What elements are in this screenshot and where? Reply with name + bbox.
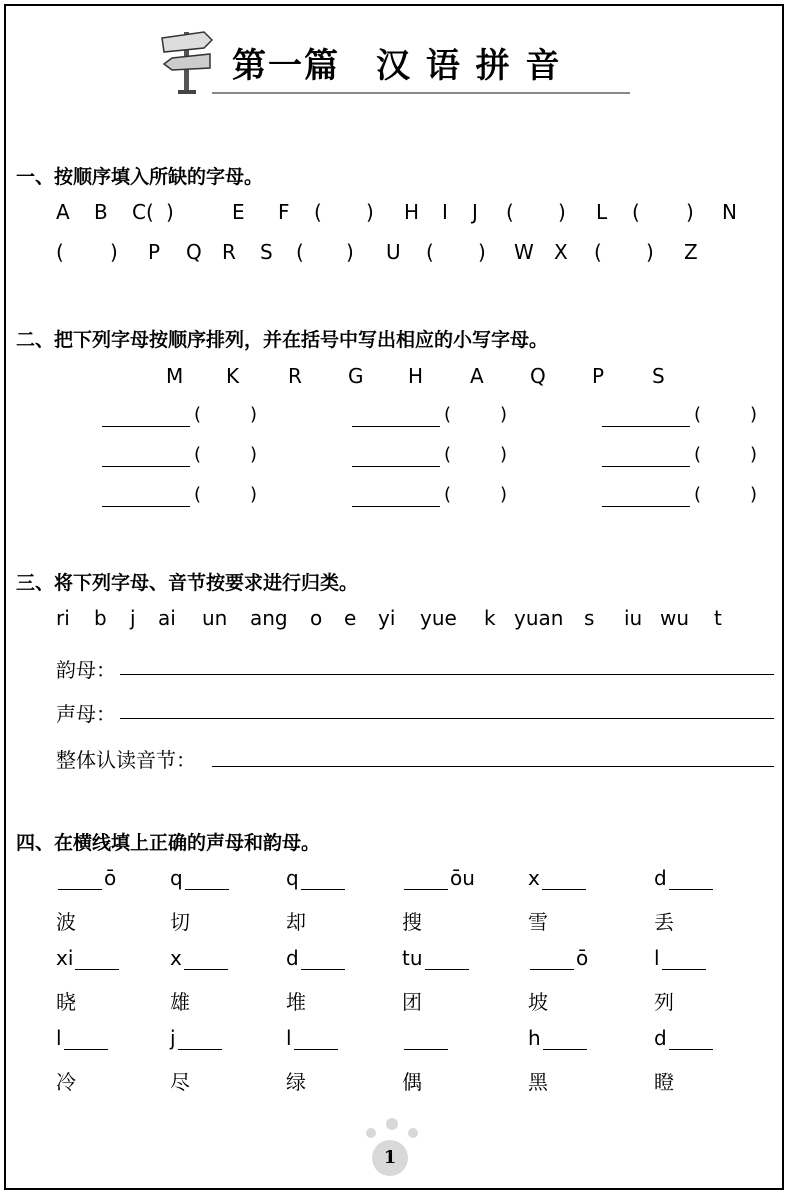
q2-paren-open: ( xyxy=(444,444,452,465)
q2-paren-open: ( xyxy=(694,404,702,425)
q2-paren-close: ) xyxy=(250,444,258,465)
q2-order-blank[interactable] xyxy=(352,506,440,507)
q1-row2-token: S xyxy=(260,240,273,264)
q2-paren-open: ( xyxy=(194,404,202,425)
q3-item: s xyxy=(584,606,595,630)
q3-item: un xyxy=(202,606,228,630)
q2-paren-open: ( xyxy=(694,444,702,465)
q1-row1-token: A xyxy=(56,200,70,224)
q1-row2-token: Q xyxy=(186,240,202,264)
q4-pinyin-cell xyxy=(286,1026,340,1050)
q4-prefix: j xyxy=(170,1026,176,1050)
q4-hanzi: 雪 xyxy=(528,910,548,934)
q1-row2-token: R xyxy=(222,240,236,264)
q4-pinyin-cell xyxy=(170,1026,224,1050)
question-1-title: 一、按顺序填入所缺的字母。 xyxy=(16,166,264,188)
q4-blank[interactable] xyxy=(64,1029,108,1050)
q3-item: iu xyxy=(624,606,643,630)
q1-row1-token: ) xyxy=(166,200,174,224)
q1-row2-token: ) xyxy=(646,240,654,264)
q1-row1-token: H xyxy=(404,200,420,224)
q1-row2-token: ( xyxy=(56,240,64,264)
q4-prefix: l xyxy=(56,1026,62,1050)
q4-pinyin-cell xyxy=(286,866,347,890)
q2-letter: M xyxy=(166,364,184,388)
q4-blank[interactable] xyxy=(301,869,345,890)
q2-paren-close: ) xyxy=(750,444,758,465)
paw-dot xyxy=(408,1128,418,1138)
q4-pinyin-cell xyxy=(56,1026,110,1050)
q1-row1-token: I xyxy=(442,200,448,224)
q2-paren-open: ( xyxy=(444,404,452,425)
shengmu-answer-line[interactable] xyxy=(120,718,774,719)
q4-blank[interactable] xyxy=(404,1029,448,1050)
q4-prefix: h xyxy=(528,1026,541,1050)
q2-order-blank[interactable] xyxy=(352,426,440,427)
q4-hanzi: 搜 xyxy=(402,910,422,934)
q4-hanzi: 堆 xyxy=(286,990,306,1014)
q4-pinyin-cell xyxy=(56,866,116,890)
q1-row2-token: ) xyxy=(478,240,486,264)
q2-letter: Q xyxy=(530,364,546,388)
q4-prefix: tu xyxy=(402,946,423,970)
q4-blank[interactable] xyxy=(178,1029,222,1050)
q1-row1-token: ) xyxy=(366,200,374,224)
q2-lowercase-blank[interactable] xyxy=(206,444,250,466)
q4-pinyin-cell xyxy=(170,946,230,970)
question-2-title: 二、把下列字母按顺序排列，并在括号中写出相应的小写字母。 xyxy=(16,329,549,351)
title-underline xyxy=(212,92,630,94)
q2-lowercase-blank[interactable] xyxy=(456,484,500,506)
q4-blank[interactable] xyxy=(75,949,119,970)
q1-row2-token: X xyxy=(554,240,568,264)
q2-paren-close: ) xyxy=(750,484,758,505)
q4-prefix: d xyxy=(654,1026,667,1050)
q1-row1-token: ( xyxy=(632,200,640,224)
q1-row1-token: C( xyxy=(132,200,154,224)
q4-suffix: ō xyxy=(576,946,589,970)
q4-hanzi: 绿 xyxy=(286,1070,306,1094)
q1-row1-token: L xyxy=(596,200,608,224)
q4-hanzi: 偶 xyxy=(402,1070,422,1094)
q2-letter: G xyxy=(348,364,364,388)
q4-blank[interactable] xyxy=(669,1029,713,1050)
q4-blank[interactable] xyxy=(184,949,228,970)
yunmu-answer-line[interactable] xyxy=(120,674,774,675)
q1-row2-token: P xyxy=(148,240,161,264)
q4-pinyin-cell xyxy=(402,1026,450,1050)
q4-pinyin-cell xyxy=(170,866,231,890)
q4-blank[interactable] xyxy=(294,1029,338,1050)
shengmu-label: 声母： xyxy=(56,702,116,726)
q3-item: yi xyxy=(378,606,396,630)
q2-order-blank[interactable] xyxy=(102,466,190,467)
q4-blank[interactable] xyxy=(530,949,574,970)
q4-prefix: l xyxy=(286,1026,292,1050)
q4-blank[interactable] xyxy=(662,949,706,970)
q2-paren-close: ) xyxy=(500,404,508,425)
q4-prefix: x xyxy=(528,866,540,890)
q1-row1-token: F xyxy=(278,200,290,224)
page-number: 1 xyxy=(372,1140,408,1176)
q4-pinyin-cell xyxy=(528,1026,589,1050)
q1-row2-token: U xyxy=(386,240,401,264)
q4-pinyin-cell xyxy=(528,866,588,890)
q1-row2-token: W xyxy=(514,240,534,264)
q4-suffix: ō xyxy=(104,866,117,890)
q1-row1-token: ( xyxy=(506,200,514,224)
q4-blank[interactable] xyxy=(185,869,229,890)
q4-hanzi: 列 xyxy=(654,990,674,1014)
q2-lowercase-blank[interactable] xyxy=(206,484,250,506)
q4-pinyin-cell xyxy=(654,866,715,890)
q2-paren-close: ) xyxy=(500,484,508,505)
q2-lowercase-blank[interactable] xyxy=(206,404,250,426)
q2-lowercase-blank[interactable] xyxy=(456,404,500,426)
q4-hanzi: 冷 xyxy=(56,1070,76,1094)
q4-prefix: q xyxy=(286,866,299,890)
q1-row2-token: ) xyxy=(346,240,354,264)
q4-hanzi: 尽 xyxy=(170,1070,190,1094)
q3-item: j xyxy=(130,606,136,630)
q4-pinyin-cell xyxy=(56,946,121,970)
q4-hanzi: 却 xyxy=(286,910,306,934)
q3-item: ri xyxy=(56,606,70,630)
q2-lowercase-blank[interactable] xyxy=(706,444,750,466)
q2-letter: A xyxy=(470,364,484,388)
q1-row2-token: ( xyxy=(594,240,602,264)
q4-hanzi: 波 xyxy=(56,910,76,934)
q3-item: o xyxy=(310,606,323,630)
q3-item: ang xyxy=(250,606,288,630)
q4-pinyin-cell xyxy=(654,1026,715,1050)
q3-item: e xyxy=(344,606,357,630)
q1-row1-token: ) xyxy=(558,200,566,224)
q3-item: yue xyxy=(420,606,457,630)
q3-item: b xyxy=(94,606,107,630)
q1-row1-token: E xyxy=(232,200,245,224)
q4-blank[interactable] xyxy=(669,869,713,890)
q4-hanzi: 团 xyxy=(402,990,422,1014)
q2-letter: S xyxy=(652,364,665,388)
q2-order-blank[interactable] xyxy=(602,506,690,507)
paw-dot xyxy=(366,1128,376,1138)
q2-letter: H xyxy=(408,364,424,388)
q4-pinyin-cell xyxy=(654,946,708,970)
q2-order-blank[interactable] xyxy=(102,506,190,507)
q2-letter: P xyxy=(592,364,605,388)
q2-paren-open: ( xyxy=(444,484,452,505)
q3-item: wu xyxy=(660,606,690,630)
q4-prefix: xi xyxy=(56,946,74,970)
q3-item: k xyxy=(484,606,496,630)
q4-blank[interactable] xyxy=(425,949,469,970)
q2-paren-open: ( xyxy=(194,484,202,505)
q2-order-blank[interactable] xyxy=(352,466,440,467)
q2-order-blank[interactable] xyxy=(102,426,190,427)
q4-blank[interactable] xyxy=(543,1029,587,1050)
q2-paren-close: ) xyxy=(250,404,258,425)
q4-prefix: x xyxy=(170,946,182,970)
q2-paren-close: ) xyxy=(250,484,258,505)
q3-item: yuan xyxy=(514,606,564,630)
q2-order-blank[interactable] xyxy=(602,426,690,427)
q4-prefix: q xyxy=(170,866,183,890)
q2-paren-open: ( xyxy=(194,444,202,465)
q4-pinyin-cell xyxy=(402,866,475,890)
q4-hanzi: 丢 xyxy=(654,910,674,934)
q1-row2-token: ) xyxy=(110,240,118,264)
q3-item: ai xyxy=(158,606,176,630)
q1-row1-token: ( xyxy=(314,200,322,224)
q4-prefix: l xyxy=(654,946,660,970)
page-title: 第一篇 汉 语 拼 音 xyxy=(232,46,562,86)
q1-row1-token: ) xyxy=(686,200,694,224)
q4-blank[interactable] xyxy=(404,869,448,890)
q2-paren-open: ( xyxy=(694,484,702,505)
q1-row1-token: B xyxy=(94,200,108,224)
q2-order-blank[interactable] xyxy=(602,466,690,467)
zhengti-label: 整体认读音节： xyxy=(56,748,196,772)
q2-paren-close: ) xyxy=(500,444,508,465)
q4-blank[interactable] xyxy=(542,869,586,890)
yunmu-label: 韵母： xyxy=(56,658,116,682)
q4-suffix: ōu xyxy=(450,866,475,890)
signpost-icon xyxy=(156,24,218,94)
question-3-title: 三、将下列字母、音节按要求进行归类。 xyxy=(16,572,359,594)
q2-letter: K xyxy=(226,364,240,388)
q2-lowercase-blank[interactable] xyxy=(456,444,500,466)
paw-dot xyxy=(386,1118,398,1130)
q4-pinyin-cell xyxy=(286,946,347,970)
q2-letter: R xyxy=(288,364,302,388)
zhengti-answer-line[interactable] xyxy=(212,766,774,767)
q4-pinyin-cell xyxy=(528,946,588,970)
q4-hanzi: 切 xyxy=(170,910,190,934)
q4-hanzi: 坡 xyxy=(528,990,548,1014)
q4-hanzi: 黑 xyxy=(528,1070,548,1094)
q4-prefix: d xyxy=(286,946,299,970)
q1-row2-token: ( xyxy=(296,240,304,264)
q4-pinyin-cell xyxy=(402,946,471,970)
q4-blank[interactable] xyxy=(58,869,102,890)
q1-row1-token: J xyxy=(472,200,478,224)
q4-hanzi: 瞪 xyxy=(654,1070,674,1094)
q4-hanzi: 晓 xyxy=(56,990,76,1014)
q2-lowercase-blank[interactable] xyxy=(706,484,750,506)
q4-hanzi: 雄 xyxy=(170,990,190,1014)
q4-blank[interactable] xyxy=(301,949,345,970)
q1-row2-token: Z xyxy=(684,240,698,264)
q2-paren-close: ) xyxy=(750,404,758,425)
question-4-title: 四、在横线填上正确的声母和韵母。 xyxy=(16,832,321,854)
q1-row1-token: N xyxy=(722,200,737,224)
q4-prefix: d xyxy=(654,866,667,890)
q3-item: t xyxy=(714,606,722,630)
q1-row2-token: ( xyxy=(426,240,434,264)
q2-lowercase-blank[interactable] xyxy=(706,404,750,426)
